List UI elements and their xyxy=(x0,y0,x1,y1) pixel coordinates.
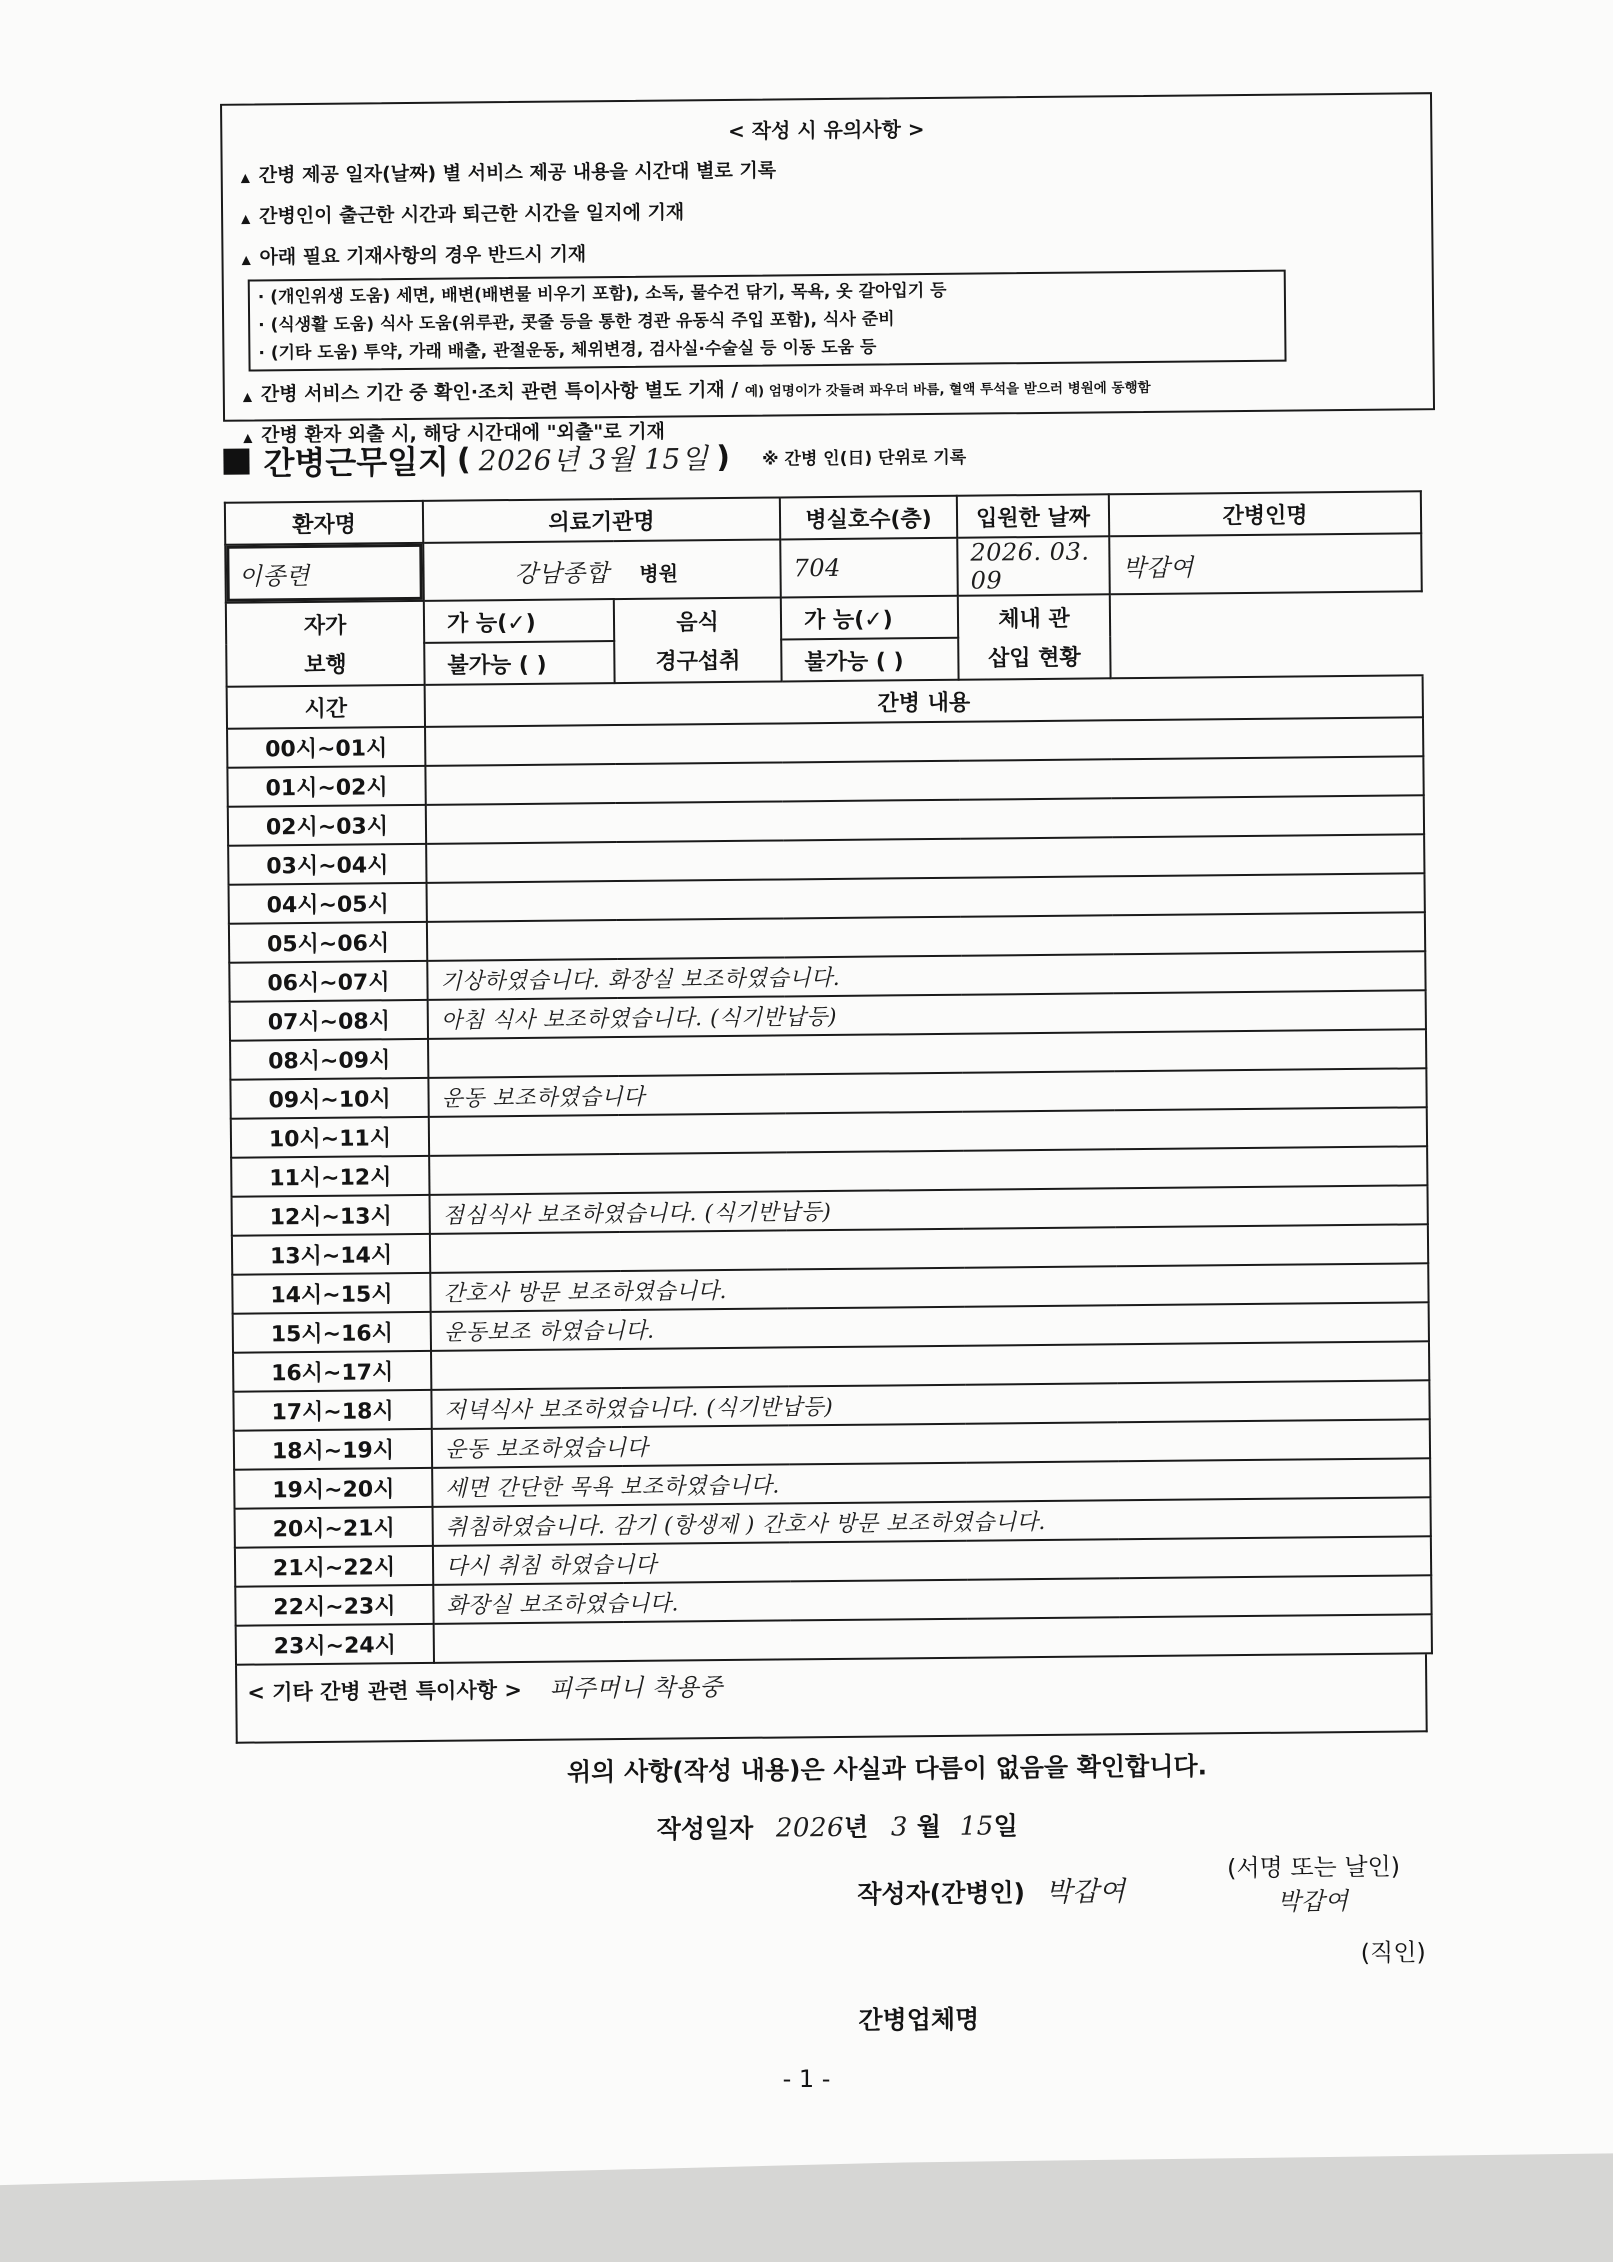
guideline-item: ▲ 아래 필요 기재사항의 경우 반드시 기재 xyxy=(241,243,587,269)
care-log-document xyxy=(220,92,1451,2043)
self-walk-label: 자가 보행 xyxy=(226,601,425,687)
time-slot-label: 16시~17시 xyxy=(233,1351,431,1392)
required-item: · (개인위생 도움) 세면, 배변(배변물 비우기 포함), 소독, 물수건 닦기, 목욕, 옷 갈아입기 등 xyxy=(257,280,947,308)
time-slot-label: 20시~21시 xyxy=(235,1507,433,1548)
time-slot-label: 08시~09시 xyxy=(230,1039,428,1080)
signature-note: (서명 또는 날인) xyxy=(1226,1852,1401,1883)
walk-impossible-option[interactable]: 불가능 ( ) xyxy=(424,641,614,685)
triangle-icon: ▲ xyxy=(240,170,251,185)
tube-status-label: 체내 관 삽입 현황 xyxy=(958,594,1111,679)
time-slot-label: 14시~15시 xyxy=(232,1273,430,1314)
time-slot-label: 13시~14시 xyxy=(232,1234,430,1275)
signature-field[interactable]: 박갑여 xyxy=(1277,1887,1349,1916)
time-slot-label: 15시~16시 xyxy=(233,1312,431,1353)
guideline-item: ▲ 간병 서비스 기간 중 확인·조치 관련 특이사항 별도 기재 / 예) 엄명이가 갓들려 파우더 바름, 혈액 투석을 받으러 병원에 동행함 xyxy=(242,378,1151,406)
written-date-label: 작성일자 xyxy=(656,1813,754,1844)
care-content-field[interactable]: 점심식사 보조하였습니다. (식기반납등) xyxy=(430,1185,1428,1234)
room-header: 병실호수(층) xyxy=(780,496,957,540)
guideline-item: ▲ 간병 환자 외출 시, 해당 시간대에 "외출"로 기재 xyxy=(243,420,666,447)
care-content-field[interactable]: 세면 간단한 목욕 보조하였습니다. xyxy=(432,1458,1430,1507)
time-slot-label: 02시~03시 xyxy=(228,805,426,846)
care-content-field[interactable]: 기상하였습니다. 화장실 보조하였습니다. xyxy=(427,951,1425,1000)
written-date-day[interactable]: 15 xyxy=(959,1811,994,1842)
admit-date-header: 입원한 날짜 xyxy=(957,494,1109,537)
company-name-label: 간병업체명 xyxy=(858,2004,980,2035)
time-slot-label: 23시~24시 xyxy=(236,1624,434,1665)
room-field[interactable]: 704 xyxy=(780,538,958,598)
patient-name-field[interactable]: 이종련 xyxy=(225,543,424,603)
time-slot-label: 01시~02시 xyxy=(227,766,425,807)
walk-possible-option[interactable]: 가 능(✓) xyxy=(424,599,614,643)
guideline-item: ▲ 간병 제공 일자(날짜) 별 서비스 제공 내용을 시간대 별로 기록 xyxy=(240,159,777,187)
time-slot-label: 17시~18시 xyxy=(233,1390,431,1431)
signature-row xyxy=(237,1852,1450,1944)
care-content-field[interactable]: 간호사 방문 보조하였습니다. xyxy=(430,1263,1428,1312)
caregiver-name-field[interactable]: 박갑여 xyxy=(1109,533,1422,594)
confirmation-statement: 위의 사항(작성 내용)은 사실과 다름이 없음을 확인합니다. xyxy=(566,1751,1208,1787)
written-date-month[interactable]: 3 xyxy=(890,1812,909,1843)
log-date[interactable]: 2026년 3월 15일 xyxy=(478,442,709,478)
tube-status-field[interactable] xyxy=(1110,591,1423,678)
time-slot-label: 03시~04시 xyxy=(228,844,426,885)
writer-label: 작성자(간병인) xyxy=(857,1878,1026,1909)
required-item: · (식생활 도움) 식사 도움(위루관, 콧줄 등을 통한 경관 유동식 주입 포함), 식사 준비 xyxy=(258,309,895,336)
triangle-icon: ▲ xyxy=(243,430,253,445)
care-content-field[interactable]: 아침 식사 보조하였습니다. (식기반납등) xyxy=(428,990,1426,1039)
time-slot-label: 06시~07시 xyxy=(229,961,427,1002)
hospital-field[interactable]: 강남종합 병원 xyxy=(423,539,781,600)
required-items-box xyxy=(248,270,1287,372)
care-content-column-header: 간병 내용 xyxy=(425,675,1423,727)
oral-intake-impossible-option[interactable]: 불가능 ( ) xyxy=(781,638,958,682)
care-log-table xyxy=(224,490,1433,1665)
time-slot-label: 12시~13시 xyxy=(232,1195,430,1236)
care-content-field[interactable]: 운동보조 하였습니다. xyxy=(431,1302,1429,1351)
page-number: - 1 - xyxy=(782,2065,831,2093)
triangle-icon: ▲ xyxy=(242,389,253,404)
care-content-field[interactable]: 운동 보조하였습니다 xyxy=(432,1419,1430,1468)
care-content-field[interactable]: 저녁식사 보조하였습니다. (식기반납등) xyxy=(431,1380,1429,1429)
time-slot-label: 00시~01시 xyxy=(227,727,425,768)
time-slot-label: 09시~10시 xyxy=(230,1078,428,1119)
time-slot-label: 05시~06시 xyxy=(229,922,427,963)
patient-name-header: 환자명 xyxy=(225,501,423,545)
oral-intake-label: 음식 경구섭취 xyxy=(614,597,782,683)
seal-label: (직인) xyxy=(1360,1938,1426,1967)
header-note: ※ 간병 인(日) 단위로 기록 xyxy=(761,447,967,470)
time-slot-label: 04시~05시 xyxy=(229,883,427,924)
hospital-header: 의료기관명 xyxy=(423,497,780,542)
care-content-field[interactable]: 취침하였습니다. 감기 (항생제 ) 간호사 방문 보조하였습니다. xyxy=(433,1497,1431,1546)
oral-intake-possible-option[interactable]: 가 능(✓) xyxy=(781,596,958,640)
other-notes-box xyxy=(235,1654,1428,1743)
other-notes-label: < 기타 간병 관련 특이사항 > xyxy=(247,1677,522,1705)
time-slot-label: 18시~19시 xyxy=(234,1429,432,1470)
writer-name-field[interactable]: 박갑여 xyxy=(1045,1876,1126,1908)
required-item: · (기타 도움) 투약, 가래 배출, 관절운동, 체위변경, 검사실·수술실 등 이동 도움 등 xyxy=(258,337,877,364)
guidelines-title: < 작성 시 유의사항 > xyxy=(727,117,925,143)
triangle-icon: ▲ xyxy=(241,252,251,267)
time-slot-label: 19시~20시 xyxy=(234,1468,432,1509)
time-slot-label: 22시~23시 xyxy=(235,1585,433,1626)
care-content-field[interactable]: 운동 보조하였습니다 xyxy=(428,1068,1426,1117)
guideline-item: ▲ 간병인이 출근한 시간과 퇴근한 시간을 일지에 기재 xyxy=(241,201,685,228)
writing-guidelines-box xyxy=(220,92,1435,447)
written-date-row: 작성일자 2026년 3 월 15일 xyxy=(656,1811,1018,1844)
triangle-icon: ▲ xyxy=(241,211,251,226)
care-content-field[interactable]: 다시 취침 하였습니다 xyxy=(433,1536,1431,1585)
care-content-field[interactable]: 화장실 보조하였습니다. xyxy=(433,1575,1431,1624)
time-slot-label: 07시~08시 xyxy=(230,1000,428,1041)
time-slot-label: 21시~22시 xyxy=(235,1546,433,1587)
admit-date-field[interactable]: 2026. 03. 09 xyxy=(957,536,1110,595)
square-bullet-icon xyxy=(223,449,249,475)
page-title: 간병근무일지 xyxy=(263,442,450,483)
written-date-year[interactable]: 2026 xyxy=(775,1812,845,1844)
log-header: 간병근무일지 ( 2026년 3월 15일 ) ※ 간병 인(日) 단위로 기록 xyxy=(223,410,1436,502)
time-column-header: 시간 xyxy=(227,685,425,729)
caregiver-header: 간병인명 xyxy=(1109,491,1421,536)
writer-line xyxy=(857,1869,1126,1911)
time-slot-label: 10시~11시 xyxy=(231,1117,429,1158)
other-notes-field[interactable]: 피주머니 착용중 xyxy=(548,1673,724,1703)
time-slot-label: 11시~12시 xyxy=(231,1156,429,1197)
